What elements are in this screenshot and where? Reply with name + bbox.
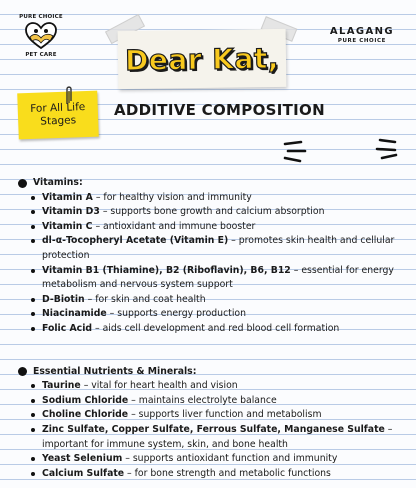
logo-bottom-text: PET CARE <box>25 52 57 58</box>
item-name: D-Biotin <box>42 293 85 305</box>
composition-content <box>18 176 398 481</box>
item-name: Vitamin D3 <box>42 206 100 218</box>
item-desc: – important for immune system, skin, and bone health <box>42 423 393 450</box>
logo-brand-sub: PURE CHOICE <box>337 38 386 44</box>
logo-top-text: PURE CHOICE <box>19 14 63 20</box>
item-desc: – antioxidant and immune booster <box>92 220 256 232</box>
section-title-text: Vitamins: <box>33 177 83 188</box>
list-item <box>29 234 398 263</box>
logo-brand-name: ALAGANG <box>329 26 394 37</box>
item-desc: – vital for heart health and vision <box>80 380 238 392</box>
item-name: Choline Chloride <box>42 409 129 421</box>
item-name: Vitamin C <box>42 220 93 232</box>
item-name: Yeast Selenium <box>42 453 123 465</box>
item-desc: – supports energy production <box>106 308 246 320</box>
item-name: dl-α-Tocopheryl Acetate (Vitamin E) <box>42 235 229 247</box>
item-desc: – essential for energy metabolism and nervous system support <box>42 264 394 291</box>
section-title <box>18 365 398 380</box>
list-item <box>29 379 398 394</box>
list-item <box>29 394 398 409</box>
brand-logo-right <box>330 26 394 44</box>
item-name: Folic Acid <box>42 322 93 334</box>
list-item <box>29 467 398 482</box>
item-desc: – aids cell development and red blood cell formation <box>92 322 340 334</box>
item-desc: – for healthy vision and immunity <box>92 191 252 203</box>
section-heading: ADDITIVE COMPOSITION <box>114 101 325 119</box>
item-name: Vitamin A <box>42 191 93 203</box>
item-name: Niacinamide <box>42 308 107 320</box>
item-name: Calcium Sulfate <box>42 467 125 479</box>
item-desc: – for bone strength and metabolic functions <box>124 467 331 479</box>
list-item <box>29 423 398 452</box>
bullet-dot-icon <box>18 179 27 188</box>
section-nutrients-minerals <box>18 365 398 482</box>
item-name: Zinc Sulfate, Copper Sulfate, Ferrous Sulfate, Manganese Sulfate <box>42 423 385 435</box>
list-item <box>29 220 398 235</box>
page-title: Dear Kat, <box>124 41 280 77</box>
bullet-dot-icon <box>18 367 27 376</box>
item-name: Sodium Chloride <box>42 394 129 406</box>
list-item <box>29 293 398 308</box>
list-item <box>29 307 398 322</box>
list-item <box>29 452 398 467</box>
list-item <box>29 205 398 220</box>
section-vitamins <box>18 176 398 337</box>
sticky-note-text: For All Life Stages <box>30 101 86 128</box>
item-name: Taurine <box>42 380 81 392</box>
item-desc: – maintains electrolyte balance <box>128 394 277 406</box>
item-desc: – for skin and coat health <box>84 293 206 305</box>
item-desc: – supports liver function and metabolism <box>128 409 322 421</box>
item-desc: – promotes skin health and cellular protection <box>42 235 395 261</box>
title-card <box>118 29 287 89</box>
item-desc: – supports bone growth and calcium absorption <box>99 206 325 218</box>
paperclip-icon <box>64 84 74 106</box>
brand-logo-left <box>18 14 64 58</box>
list-item <box>29 191 398 206</box>
dash-marks-icon <box>374 137 400 161</box>
vitamin-list <box>29 191 398 337</box>
section-title-text: Essential Nutrients & Minerals: <box>33 365 197 377</box>
item-name: Vitamin B1 (Thiamine), B2 (Riboflavin), B6, B12 <box>42 264 291 276</box>
list-item <box>29 322 398 337</box>
item-desc: – supports antioxidant function and immunity <box>122 453 338 465</box>
nutrient-list <box>29 379 398 481</box>
heart-pets-logo-icon <box>25 22 57 50</box>
dash-marks-icon <box>282 140 308 164</box>
section-title <box>18 176 398 191</box>
list-item <box>29 408 398 423</box>
list-item <box>29 264 398 293</box>
sticky-note <box>17 91 99 140</box>
